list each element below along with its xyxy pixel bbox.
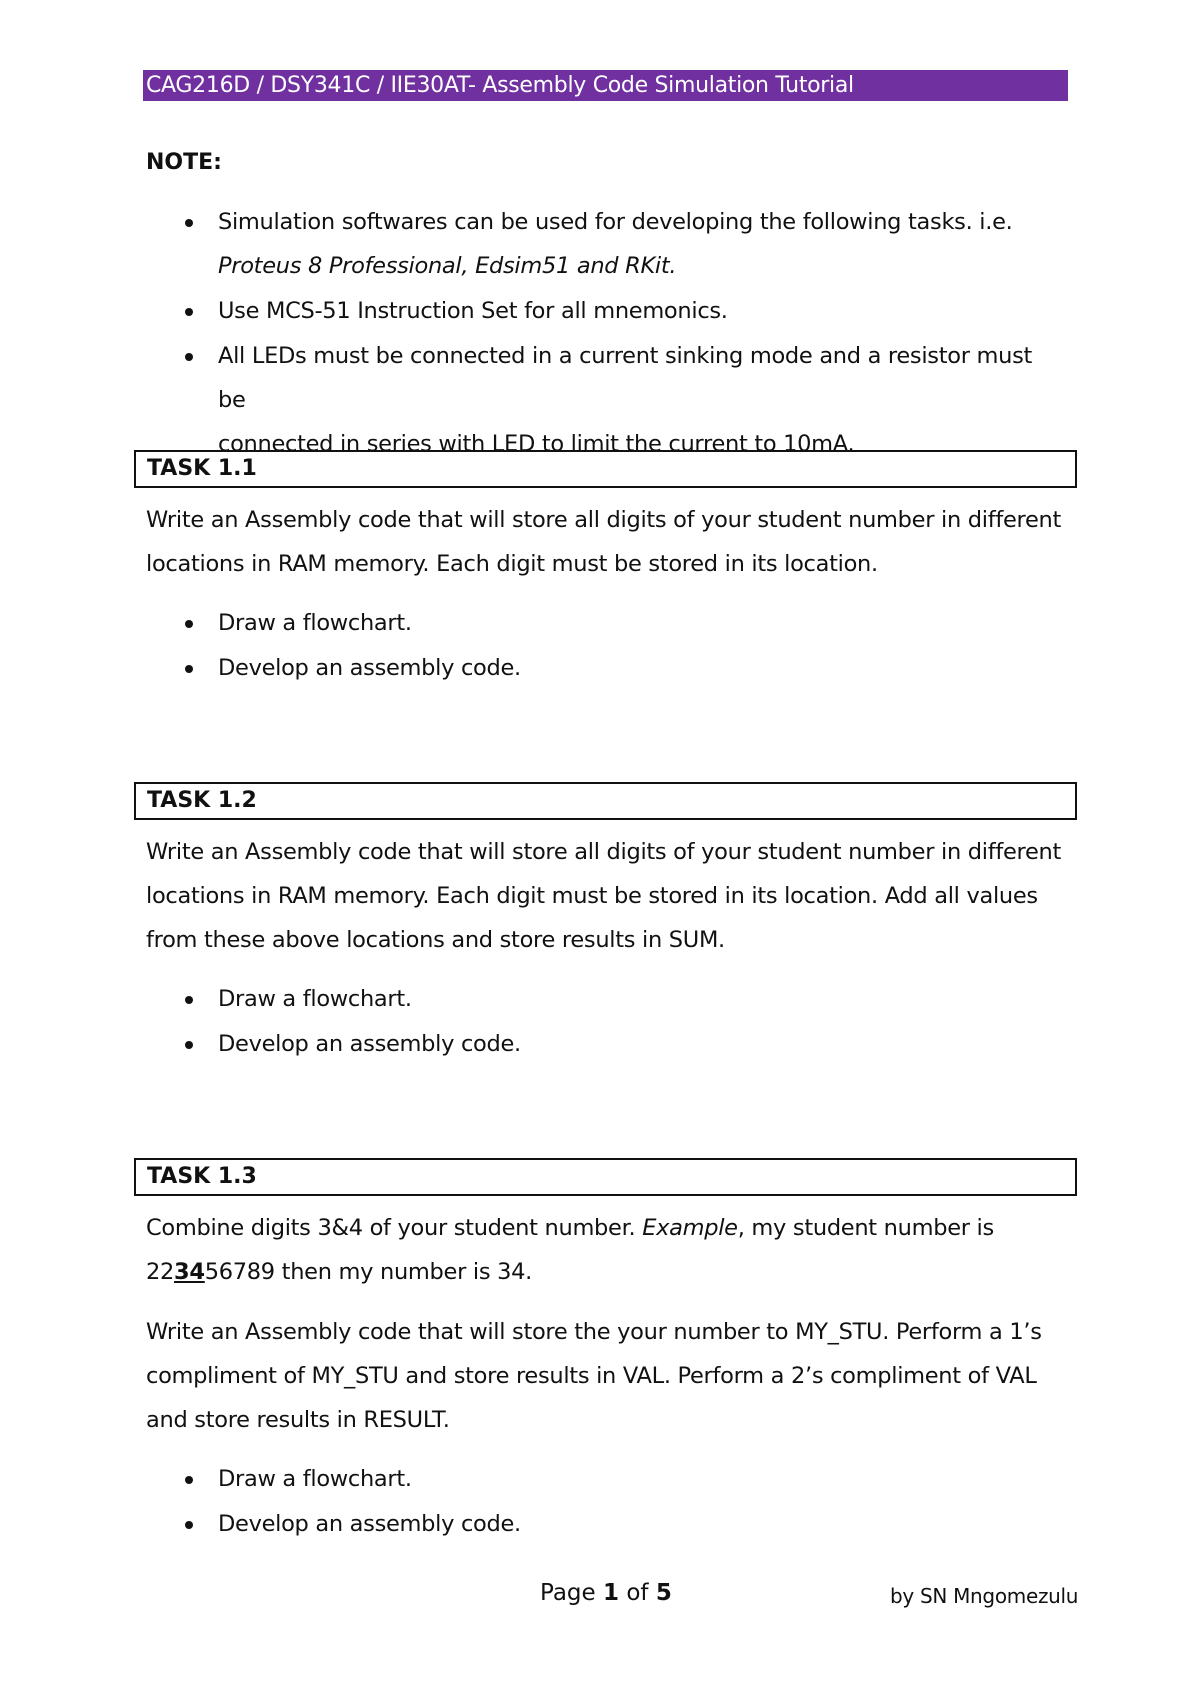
task-description	[146, 830, 1066, 962]
list-item-italic-text: Proteus 8 Professional, Edsim51 and RKit.	[218, 253, 677, 279]
example-label: Example	[642, 1215, 738, 1241]
list-item-text: Draw a flowchart.	[218, 1466, 412, 1492]
list-item	[146, 1457, 1066, 1501]
list-item	[146, 977, 1066, 1021]
paragraph-line: locations in RAM memory. Each digit must be stored in its location. Add all values	[146, 883, 1038, 909]
list-item	[146, 1022, 1066, 1066]
list-item-text: Draw a flowchart.	[218, 610, 412, 636]
list-item	[146, 289, 1066, 333]
list-item-text: Use MCS-51 Instruction Set for all mnemonics.	[218, 298, 728, 324]
highlighted-digits: 34	[174, 1259, 205, 1285]
list-item	[146, 334, 1066, 466]
page-number	[540, 1580, 672, 1606]
list-item	[146, 601, 1066, 645]
paragraph-text: 56789 then my number is 34.	[204, 1259, 532, 1285]
bullet-icon	[185, 665, 193, 673]
paragraph-line: Write an Assembly code that will store all digits of your student number in different	[146, 839, 1061, 865]
list-item-text: Simulation softwares can be used for developing the following tasks. i.e.	[218, 209, 1013, 235]
list-item	[146, 1502, 1066, 1546]
note-label: NOTE:	[146, 150, 222, 175]
page-word: Page	[540, 1580, 596, 1606]
of-word: of	[626, 1580, 649, 1606]
bullet-icon	[185, 620, 193, 628]
paragraph-line: and store results in RESULT.	[146, 1407, 450, 1433]
list-item-text: Develop an assembly code.	[218, 1031, 521, 1057]
total-pages: 5	[655, 1580, 672, 1606]
paragraph-line: compliment of MY_STU and store results in VAL. Perform a 2’s compliment of VAL	[146, 1363, 1037, 1389]
task-description	[146, 1310, 1066, 1442]
bullet-icon	[185, 1041, 193, 1049]
bullet-icon	[185, 308, 193, 316]
bullet-icon	[185, 1521, 193, 1529]
list-item-text: All LEDs must be connected in a current sinking mode and a resistor must be	[218, 343, 1033, 413]
list-item-text: Draw a flowchart.	[218, 986, 412, 1012]
document-header: CAG216D / DSY341C / IIE30AT- Assembly Code Simulation Tutorial	[143, 70, 1068, 101]
list-item-text: connected in series with LED to limit the current to 10mA.	[218, 431, 855, 457]
task-description	[146, 1206, 1066, 1294]
paragraph-text: .	[628, 1215, 643, 1241]
task-heading: TASK 1.1	[134, 450, 1077, 488]
task-heading: TASK 1.3	[134, 1158, 1077, 1196]
task-list	[146, 601, 1066, 690]
author-credit: by SN Mngomezulu	[890, 1584, 1079, 1608]
note-list	[146, 200, 1066, 466]
list-item	[146, 200, 1066, 288]
bullet-icon	[185, 219, 193, 227]
paragraph-line: locations in RAM memory. Each digit must be stored in its location.	[146, 551, 878, 577]
task-description	[146, 498, 1066, 586]
bullet-icon	[185, 996, 193, 1004]
bullet-icon	[185, 1476, 193, 1484]
task-list	[146, 977, 1066, 1066]
paragraph-text: , my student number is	[737, 1215, 994, 1241]
paragraph-text: 22	[146, 1259, 175, 1285]
bullet-icon	[185, 353, 193, 361]
current-page: 1	[603, 1580, 620, 1606]
list-item	[146, 646, 1066, 690]
paragraph-line: Write an Assembly code that will store all digits of your student number in different	[146, 507, 1061, 533]
list-item-text: Develop an assembly code.	[218, 655, 521, 681]
task-list	[146, 1457, 1066, 1546]
task-heading: TASK 1.2	[134, 782, 1077, 820]
paragraph-line: from these above locations and store results in SUM.	[146, 927, 725, 953]
list-item-text: Develop an assembly code.	[218, 1511, 521, 1537]
paragraph-text: Combine digits 3&4 of your student number	[146, 1215, 629, 1241]
paragraph-line: Write an Assembly code that will store the your number to MY_STU. Perform a 1’s	[146, 1319, 1042, 1345]
